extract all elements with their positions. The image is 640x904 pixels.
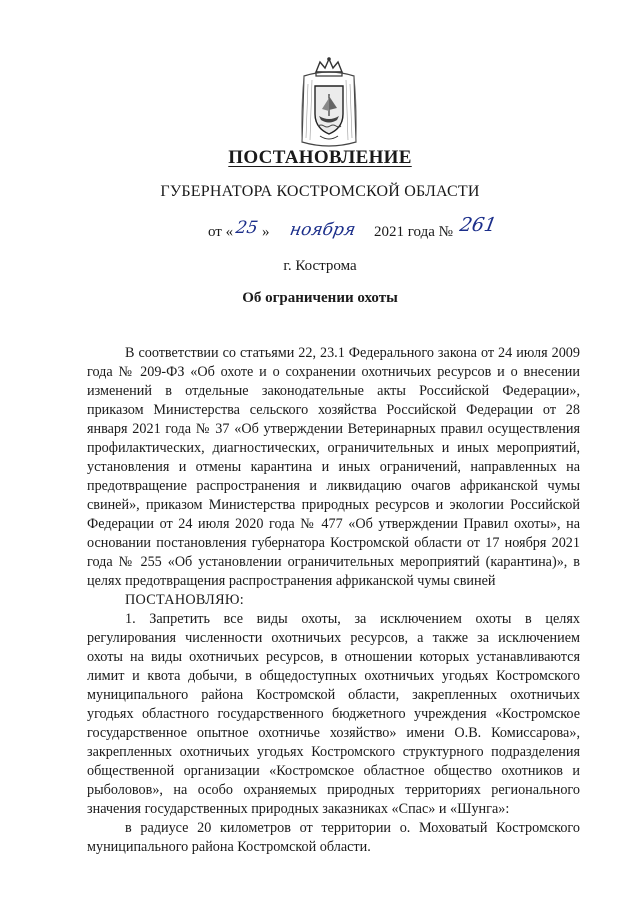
decree-word: ПОСТАНОВЛЯЮ: — [125, 592, 244, 608]
preamble-paragraph: В соответствии со статьями 22, 23.1 Федерального закона от 24 июля 2009 года № 209-ФЗ «Об охоте и о сохранении охотничьих ресурсов и о внесении изменений в отдельные законодательные акты Российской Федерации», приказом Министерства сельского хозяйства Российской Федерации от 28 января 2021 года № 37 «Об утверждении Ветеринарных правил осуществления профилактических, диагностических, ограничительных и иных мероприятий, установления и отмены карантина и иных ограничений, направленных на предотвращение распространения и ликвидацию очагов африканской чумы свиней», приказом Министерства природных ресурсов и экологии Российской Федерации от 24 июля 2020 года № 477 «Об утверждении Правил охоты», на основании постановления губернатора Костромской области от 17 ноября 2021 года № 255 «Об установлении ограничительных мероприятий (карантина)», в целях предотвращения распространения африканской чумы свиней — [87, 345, 580, 589]
document-number-handwritten: 261 — [458, 214, 499, 236]
date-line — [208, 214, 528, 248]
item-1-subparagraph: в радиусе 20 километров от территории о. Моховатый Костромского муниципального района Костромской области. — [87, 820, 580, 855]
document-subject: Об ограничении охоты — [242, 290, 398, 306]
document-title-text: ПОСТАНОВЛЕНИЕ — [228, 147, 412, 168]
document-body — [87, 344, 580, 857]
item-1-paragraph: 1. Запретить все виды охоты, за исключением охоты в целях регулирования численности охотничьих ресурсов, а также за исключением охоты на виды охотничьих ресурсов, в отношении которых устанавливаются лимит и квота добычи, в общедоступных охотничьих угодьях Костромского муниципального района Костромской области, закрепленных охотничьих угодьях областного государственного бюджетного учреждения «Костромское государственное опытное охотничье хозяйство» имени О.В. Комиссарова», закрепленных охотничьих угодьях Костромского структурного подразделения общественной организации «Костромское областное общество охотников и рыболовов», на особо охраняемых природных территориях регионального значения государственных природных заказниках «Спас» и «Шунга»: — [87, 611, 580, 817]
date-month-handwritten: ноября — [288, 220, 357, 240]
date-prefix: от « — [208, 224, 234, 240]
date-day-handwritten: 25 — [234, 218, 260, 238]
date-day-close: » — [262, 224, 270, 240]
issuing-authority: ГУБЕРНАТОРА КОСТРОМСКОЙ ОБЛАСТИ — [160, 183, 480, 200]
city-name: г. Кострома — [283, 258, 357, 274]
document-title — [0, 147, 640, 169]
date-year-text: 2021 года № — [374, 224, 453, 240]
coat-of-arms-emblem — [298, 56, 360, 150]
